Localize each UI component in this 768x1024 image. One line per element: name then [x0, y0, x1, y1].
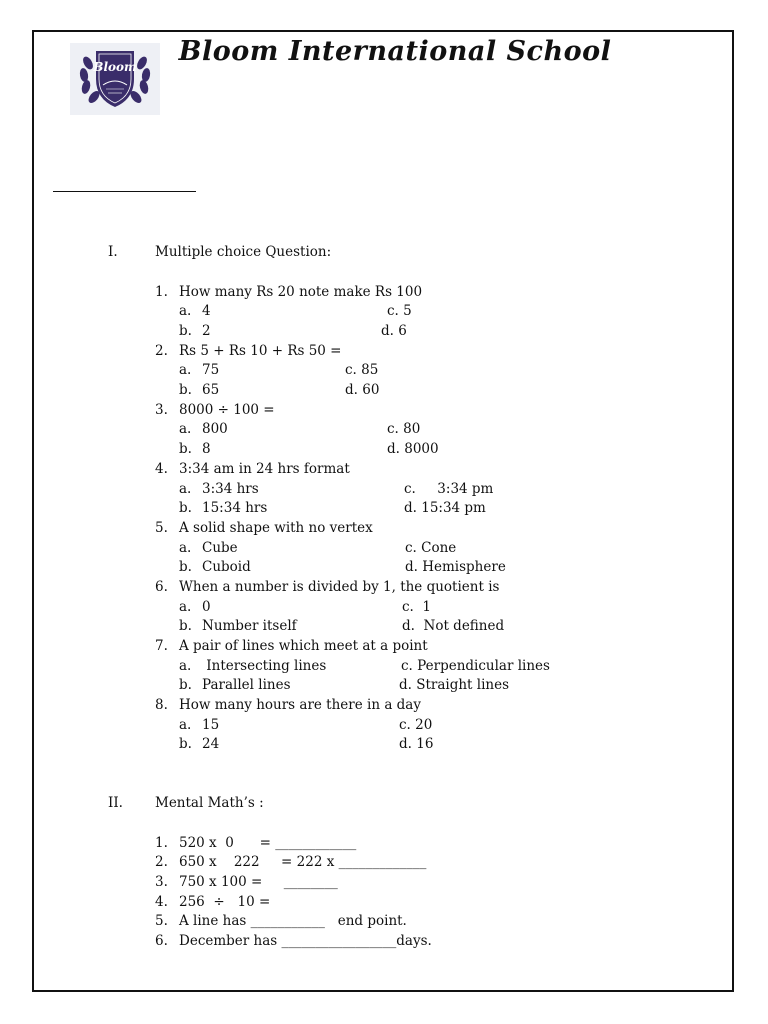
question-text: A line has ___________ end point. [179, 913, 407, 929]
option-b: b. 65 [179, 382, 220, 398]
option-b: b. 2 [179, 323, 211, 339]
question-number: 3. [155, 402, 168, 418]
option-d: d. 16 [399, 736, 434, 752]
option-a: a. 4 [179, 303, 211, 319]
page-border [32, 30, 734, 992]
question-7 [155, 638, 428, 654]
option-c: c. 1 [402, 599, 432, 615]
option-text: Cuboid [202, 559, 251, 575]
option-text: 3:34 hrs [202, 481, 259, 497]
option-d: d. Straight lines [399, 677, 510, 693]
question-text: Rs 5 + Rs 10 + Rs 50 = [179, 343, 342, 359]
question-number: 4. [155, 894, 168, 910]
option-c: c. 85 [345, 362, 379, 378]
option-a: a. 3:34 hrs [179, 481, 259, 497]
question-number: 2. [155, 343, 168, 359]
question-1 [155, 284, 422, 300]
section-2-numeral: II. [108, 795, 123, 811]
question-text: A solid shape with no vertex [179, 520, 373, 536]
question-text: 750 x 100 = ________ [179, 874, 338, 890]
option-d: d. Hemisphere [405, 559, 506, 575]
mental-math-question-5 [155, 913, 407, 929]
question-text: How many Rs 20 note make Rs 100 [179, 284, 423, 300]
option-b: b. Cuboid [179, 559, 251, 575]
option-c: c. 3:34 pm [404, 481, 494, 497]
question-number: 7. [155, 638, 168, 654]
question-text: When a number is divided by 1, the quotient is [179, 579, 500, 595]
option-text: 4 [202, 303, 211, 319]
mental-math-question-4 [155, 894, 270, 910]
option-a: a. Cube [179, 540, 238, 556]
option-text: 65 [202, 382, 220, 398]
option-d: d. Not defined [402, 618, 505, 634]
question-text: A pair of lines which meet at a point [179, 638, 428, 654]
option-text: 15 [202, 717, 220, 733]
school-name: Bloom International School [178, 36, 612, 67]
option-b: b. Parallel lines [179, 677, 291, 693]
option-a: a. Intersecting lines [179, 658, 327, 674]
option-c: c. Cone [405, 540, 457, 556]
option-text: Number itself [202, 618, 297, 634]
option-text: 15:34 hrs [202, 500, 268, 516]
option-b: b. 15:34 hrs [179, 500, 268, 516]
question-number: 6. [155, 579, 168, 595]
question-text: 3:34 am in 24 hrs format [179, 461, 350, 477]
question-5 [155, 520, 373, 536]
option-b: b. 8 [179, 441, 211, 457]
option-text: 2 [202, 323, 211, 339]
option-d: d. 6 [381, 323, 407, 339]
option-text: 24 [202, 736, 220, 752]
question-text: 520 x 0 = ____________ [179, 835, 357, 851]
option-d: d. 60 [345, 382, 380, 398]
mental-math-question-2 [155, 854, 426, 870]
option-text: 8 [202, 441, 211, 457]
section-1-title: Multiple choice Question: [155, 244, 332, 260]
question-3 [155, 402, 275, 418]
question-number: 6. [155, 933, 168, 949]
question-text: 650 x 222 = 222 x _____________ [179, 854, 427, 870]
question-number: 1. [155, 835, 168, 851]
option-d: d. 15:34 pm [404, 500, 486, 516]
section-2-title: Mental Math’s : [155, 795, 264, 811]
option-text: 0 [202, 599, 211, 615]
question-number: 5. [155, 520, 168, 536]
question-number: 1. [155, 284, 168, 300]
question-number: 4. [155, 461, 168, 477]
option-text: Parallel lines [202, 677, 291, 693]
option-text: 800 [202, 421, 228, 437]
mental-math-question-6 [155, 933, 432, 949]
question-number: 3. [155, 874, 168, 890]
mental-math-question-3 [155, 874, 338, 890]
school-logo [70, 43, 160, 115]
question-6 [155, 579, 499, 595]
name-blank-line [53, 191, 196, 192]
option-text: Cube [202, 540, 238, 556]
question-number: 2. [155, 854, 168, 870]
section-2-heading [108, 795, 264, 811]
option-text: 75 [202, 362, 220, 378]
question-text: How many hours are there in a day [179, 697, 421, 713]
question-4 [155, 461, 350, 477]
option-c: c. 20 [399, 717, 433, 733]
question-number: 8. [155, 697, 168, 713]
option-b: b. 24 [179, 736, 220, 752]
option-c: c. 80 [387, 421, 421, 437]
mental-math-question-1 [155, 835, 356, 851]
question-number: 5. [155, 913, 168, 929]
option-a: a. 15 [179, 717, 220, 733]
option-a: a. 800 [179, 421, 228, 437]
question-text: December has _________________days. [179, 933, 432, 949]
section-1-heading [108, 244, 331, 260]
question-8 [155, 697, 421, 713]
option-a: a. 0 [179, 599, 211, 615]
option-b: b. Number itself [179, 618, 297, 634]
school-logo-text: Bloom [93, 60, 137, 74]
section-1-numeral: I. [108, 244, 118, 260]
option-c: c. Perpendicular lines [401, 658, 550, 674]
option-d: d. 8000 [387, 441, 439, 457]
option-text: Intersecting lines [202, 658, 327, 674]
question-text: 8000 ÷ 100 = [179, 402, 275, 418]
question-2 [155, 343, 342, 359]
option-a: a. 75 [179, 362, 220, 378]
option-c: c. 5 [387, 303, 412, 319]
question-text: 256 ÷ 10 = [179, 894, 271, 910]
